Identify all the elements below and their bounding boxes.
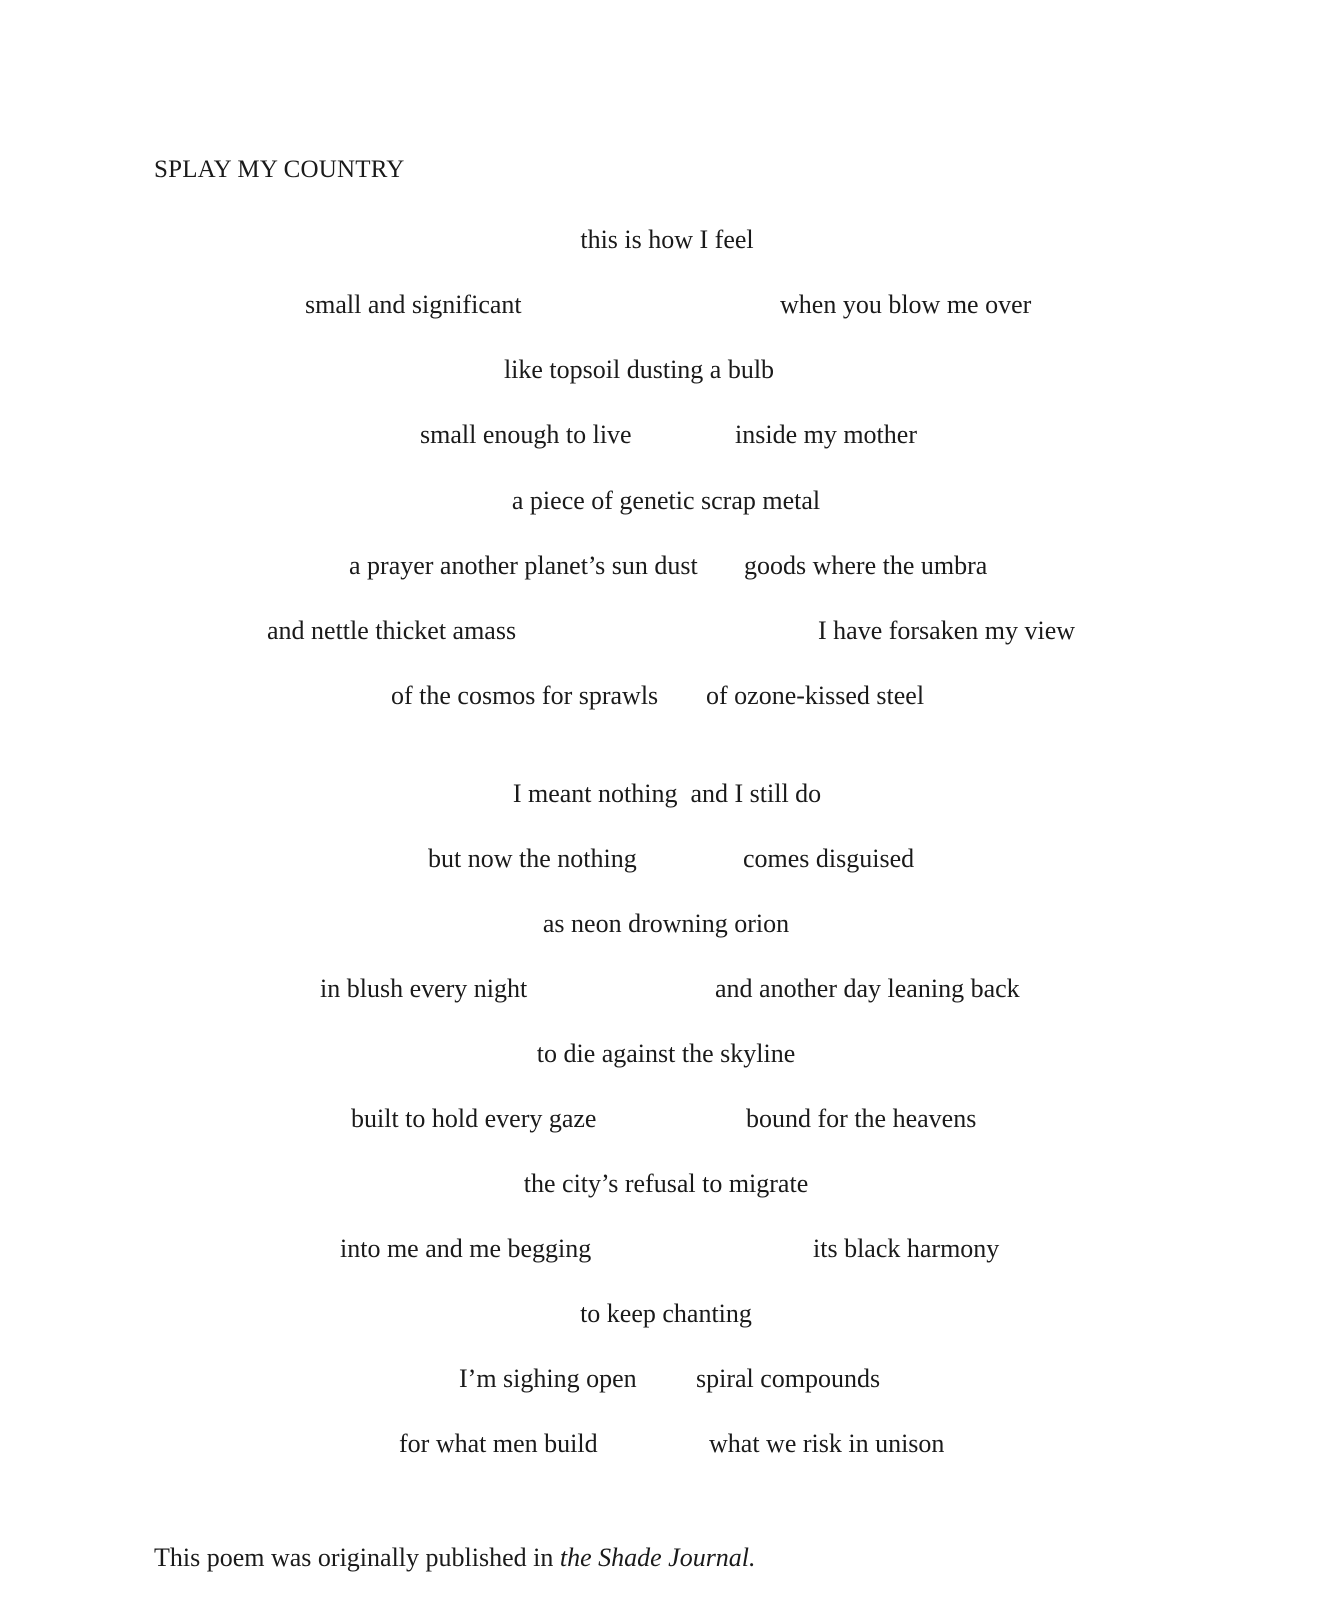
poem-line: in blush every night: [320, 974, 528, 1003]
poem-line: its black harmony: [813, 1234, 1000, 1263]
poem-line: but now the nothing: [428, 844, 637, 873]
poem-line: spiral compounds: [696, 1364, 881, 1393]
poem-line: when you blow me over: [780, 290, 1032, 319]
poem-line: to die against the skyline: [536, 1039, 796, 1068]
poem-line: like topsoil dusting a bulb: [503, 355, 775, 384]
publication-note-text: This poem was originally published in: [154, 1543, 560, 1572]
poem-line: I’m sighing open: [459, 1364, 637, 1393]
poem-line: and another day leaning back: [715, 974, 1020, 1003]
poem-line: of ozone-kissed steel: [706, 681, 925, 710]
journal-name: the Shade Journal.: [559, 1543, 756, 1572]
poem-line: goods where the umbra: [744, 551, 988, 580]
poem-line: the city’s refusal to migrate: [523, 1169, 809, 1198]
poem-line: inside my mother: [735, 420, 917, 449]
poem-line: comes disguised: [743, 844, 915, 873]
poem-line: a prayer another planet’s sun dust: [349, 551, 698, 580]
poem-line: to keep chanting: [580, 1299, 752, 1328]
poem-line: I have forsaken my view: [818, 616, 1076, 645]
poem-line: and nettle thicket amass: [267, 616, 517, 645]
poem-line: this is how I feel: [580, 225, 754, 254]
poem-line: bound for the heavens: [746, 1104, 977, 1133]
poem-line: I meant nothing and I still do: [512, 779, 822, 808]
poem-line: built to hold every gaze: [351, 1104, 597, 1133]
poem-line: into me and me begging: [340, 1234, 592, 1263]
poem-line: as neon drowning orion: [542, 909, 790, 938]
poem-line: a piece of genetic scrap metal: [511, 486, 821, 515]
poem-line: of the cosmos for sprawls: [391, 681, 659, 710]
poem-line: for what men build: [399, 1429, 598, 1458]
poem-line: small enough to live: [420, 420, 632, 449]
poem-line: what we risk in unison: [709, 1429, 945, 1458]
poem-line: small and significant: [305, 290, 522, 319]
publication-note: [154, 1543, 756, 1573]
poem-title: SPLAY MY COUNTRY: [154, 156, 405, 183]
